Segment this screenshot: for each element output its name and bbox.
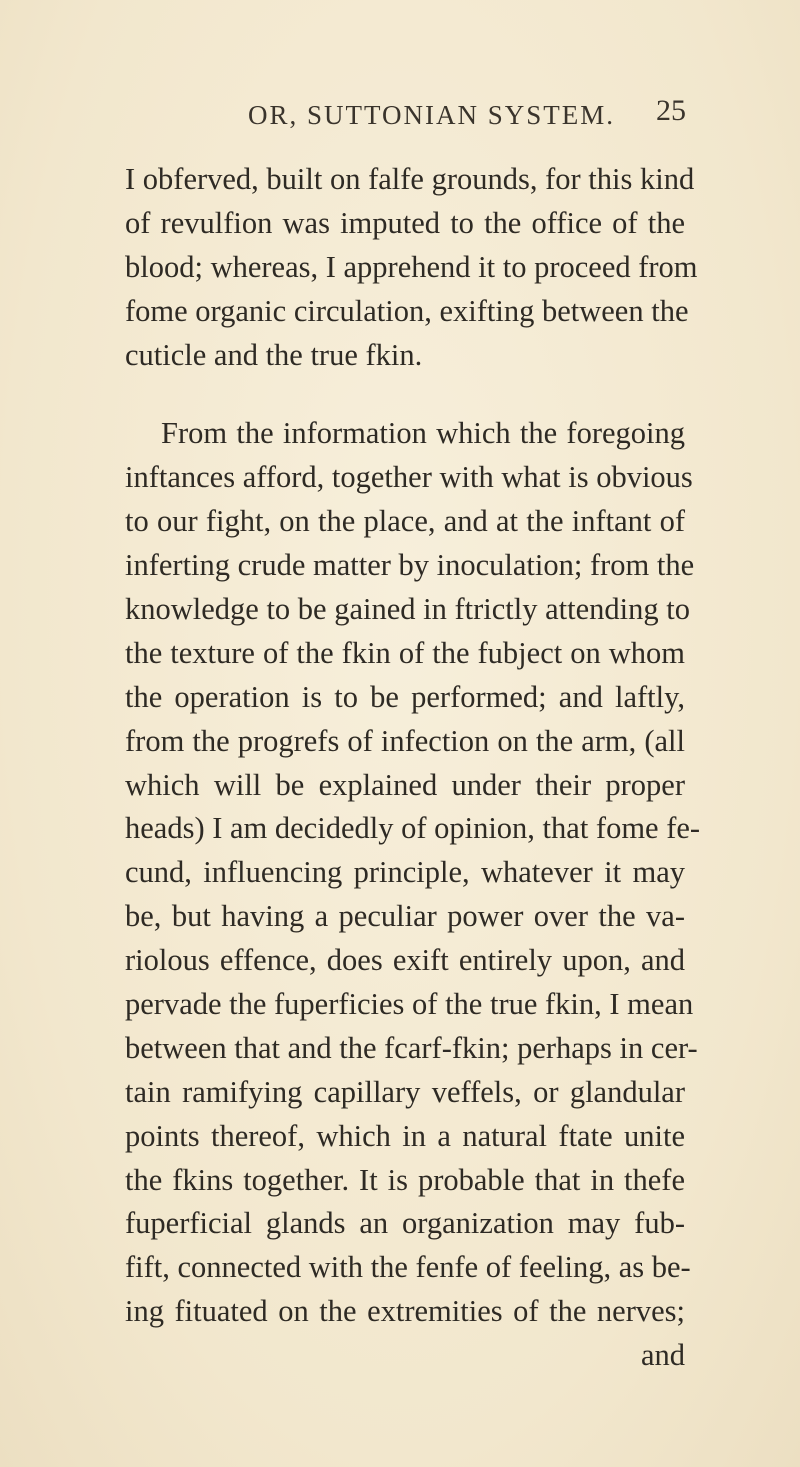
text-line: be, but having a peculiar power over the va- bbox=[125, 899, 685, 934]
text-line: cund, influencing principle, whatever it may bbox=[125, 855, 685, 890]
text-line: From the information which the foregoing bbox=[161, 416, 685, 451]
text-line: cuticle and the true fkin. bbox=[125, 337, 423, 372]
text-line: tain ramifying capillary veffels, or glandular bbox=[125, 1074, 685, 1109]
text-line: fuperficial glands an organization may fub- bbox=[125, 1206, 685, 1241]
text-line: riolous effence, does exift entirely upon, and bbox=[125, 943, 685, 978]
paragraph-1 bbox=[125, 158, 698, 377]
running-head: OR, SUTTONIAN SYSTEM. bbox=[248, 100, 616, 130]
text-line: of revulfion was imputed to the office of the bbox=[125, 205, 685, 240]
text-line: from the progrefs of infection on the arm, (all bbox=[125, 723, 685, 758]
text-line: which will be explained under their proper bbox=[125, 767, 685, 802]
paragraph-2 bbox=[125, 412, 701, 1334]
text-line: the fkins together. It is probable that in thefe bbox=[125, 1162, 685, 1197]
text-line: between that and the fcarf-fkin; perhaps in cer- bbox=[125, 1030, 698, 1065]
text-line: inftances afford, together with what is obvious bbox=[125, 460, 693, 495]
text-line: blood; whereas, I apprehend it to proceed from bbox=[125, 249, 698, 284]
text-line: fift, connected with the fenfe of feeling, as be- bbox=[125, 1250, 691, 1285]
body-text bbox=[125, 158, 701, 1378]
text-line: I obferved, built on falfe grounds, for this kind bbox=[125, 162, 695, 196]
text-line: fome organic circulation, exifting between the bbox=[125, 293, 689, 328]
text-line: points thereof, which in a natural ftate unite bbox=[125, 1118, 685, 1153]
catchword: and bbox=[640, 1338, 685, 1373]
page-number: 25 bbox=[656, 94, 686, 127]
text-line: the texture of the fkin of the fubject on whom bbox=[125, 635, 685, 670]
text-line: knowledge to be gained in ftrictly attending to bbox=[125, 592, 690, 627]
text-line: to our fight, on the place, and at the inftant of bbox=[125, 504, 685, 539]
text-line: ing fituated on the extremities of the nerves; bbox=[125, 1294, 685, 1329]
text-line: pervade the fuperficies of the true fkin, I mean bbox=[125, 987, 694, 1022]
paragraph-gap bbox=[125, 377, 685, 412]
text-line: the operation is to be performed; and laftly, bbox=[125, 679, 685, 714]
text-line: heads) I am decidedly of opinion, that fome fe- bbox=[125, 811, 701, 846]
text-line: inferting crude matter by inoculation; from the bbox=[125, 548, 695, 583]
